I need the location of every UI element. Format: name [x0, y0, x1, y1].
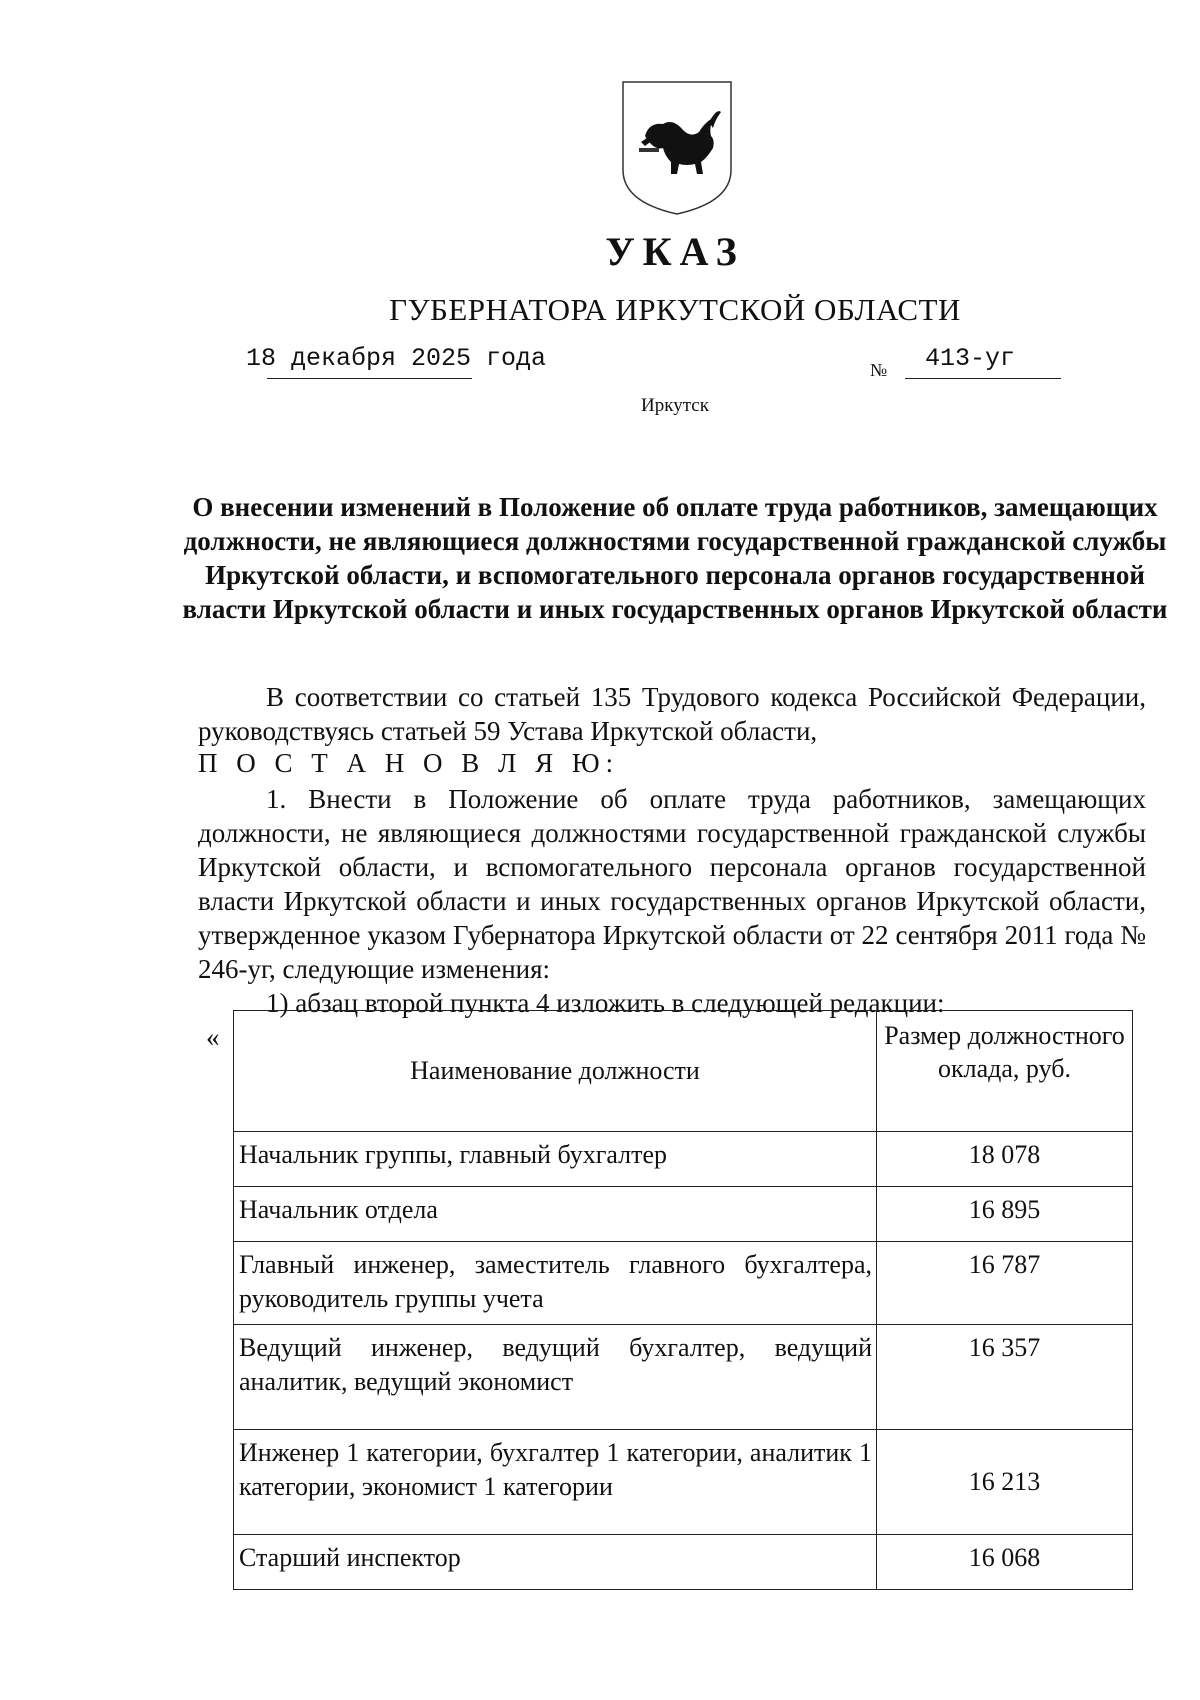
decree-heading: О внесении изменений в Положение об оплате труда работников, замещающих должности, не являющиеся должностями государственной гражданской службы Иркутской области, и вспомогательного персонала органов государственной власти Иркутской области и иных государственных органов Иркутской области [182, 492, 1168, 624]
table-row [234, 1187, 1133, 1242]
document-number: 413-уг [925, 344, 1016, 373]
table-row [234, 1535, 1133, 1590]
document-title: УКАЗ [605, 229, 745, 274]
table-header-row [234, 1011, 1133, 1132]
number-underline [905, 378, 1061, 379]
open-quote: « [206, 1022, 220, 1052]
header-position: Наименование должности [234, 1011, 877, 1132]
salary-cell: 16 068 [877, 1535, 1133, 1590]
position-cell: Начальник отдела [234, 1187, 877, 1242]
document-subtitle: ГУБЕРНАТОРА ИРКУТСКОЙ ОБЛАСТИ [389, 292, 961, 327]
city-name: Иркутск [641, 395, 709, 416]
salary-cell: 16 357 [877, 1325, 1133, 1430]
table-row [234, 1325, 1133, 1430]
salary-table [233, 1010, 1133, 1590]
number-sign: № [870, 360, 888, 380]
date-underline [267, 378, 472, 379]
salary-cell: 16 787 [877, 1242, 1133, 1325]
position-cell: Инженер 1 категории, бухгалтер 1 категории, аналитик 1 категории, экономист 1 категории [234, 1430, 877, 1535]
paragraph-subitem: 1) абзац второй пункта 4 изложить в следующей редакции: [266, 988, 945, 1018]
table-row [234, 1242, 1133, 1325]
position-cell: Главный инженер, заместитель главного бухгалтера, руководитель группы учета [234, 1242, 877, 1325]
table-row [234, 1430, 1133, 1535]
paragraph-basis: В соответствии со статьей 135 Трудового кодекса Российской Федерации, руководствуясь статьей 59 Устава Иркутской области, [198, 682, 1146, 746]
position-cell: Начальник группы, главный бухгалтер [234, 1132, 877, 1187]
decree-word: П О С Т А Н О В Л Я Ю: [198, 748, 620, 778]
header-salary: Размер должностного оклада, руб. [877, 1011, 1133, 1132]
salary-cell: 16 895 [877, 1187, 1133, 1242]
document-date: 18 декабря 2025 года [246, 344, 547, 373]
position-cell: Старший инспектор [234, 1535, 877, 1590]
coat-of-arms-emblem [617, 78, 737, 218]
table-row [234, 1132, 1133, 1187]
position-cell: Ведущий инженер, ведущий бухгалтер, ведущий аналитик, ведущий экономист [234, 1325, 877, 1430]
salary-cell: 18 078 [877, 1132, 1133, 1187]
salary-cell: 16 213 [877, 1430, 1133, 1535]
paragraph-amendment: 1. Внести в Положение об оплате труда работников, замещающих должности, не являющиеся должностями государственной гражданской службы Иркутской области, и вспомогательного персонала органов государственной власти Иркутской области и иных государственных органов Иркутской области, утвержденное указом Губернатора Иркутской области от 22 сентября 2011 года № 246-уг, следующие изменения: [198, 784, 1146, 984]
